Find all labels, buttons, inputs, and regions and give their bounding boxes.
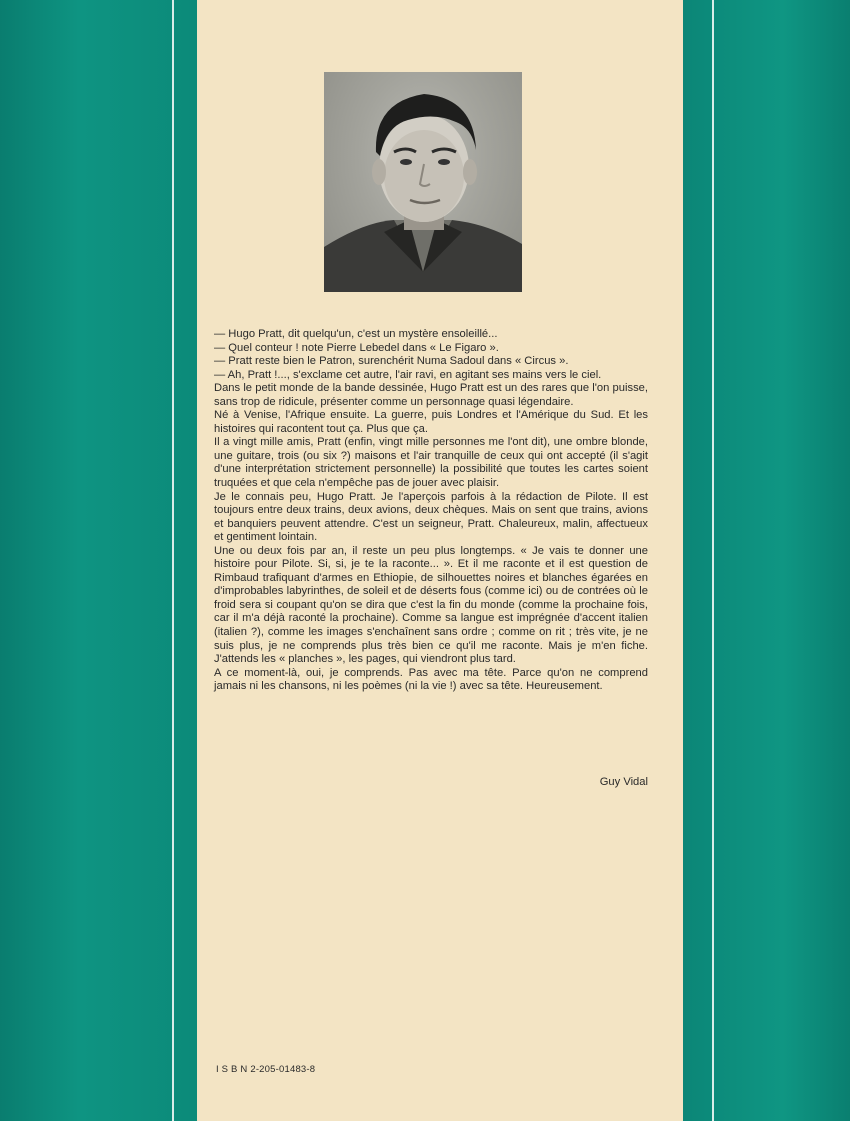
- right-border-line: [712, 0, 714, 1121]
- isbn-number: I S B N 2-205-01483-8: [216, 1064, 316, 1075]
- author-signature: Guy Vidal: [599, 776, 648, 788]
- paragraph: Né à Venise, l'Afrique ensuite. La guerre, puis Londres et l'Amérique du Sud. Et les histoires qui racontent tout ça. Plus que ça.: [214, 409, 648, 435]
- paragraph: A ce moment-là, oui, je comprends. Pas avec ma tête. Parce qu'on ne comprend jamais ni les chansons, ni les poèmes (ni la vie !) avec sa tête. Heureusement.: [214, 666, 648, 693]
- left-teal-band: [0, 0, 197, 1121]
- paragraph: Dans le petit monde de la bande dessinée, Hugo Pratt est un des rares que l'on puisse, sans trop de ridicule, présenter comme un personnage quasi légendaire.: [214, 382, 648, 408]
- paragraph: — Hugo Pratt, dit quelqu'un, c'est un mystère ensoleillé...: [214, 328, 498, 340]
- author-portrait-icon: [324, 72, 522, 292]
- paragraph: Une ou deux fois par an, il reste un peu plus longtemps. « Je vais te donner une histoire pour Pilote. Si, si, je te la raconte... ». Et il me raconte et il est question de Rimbaud trafiquant d'armes en Ethiopie, de silhouettes noires et blanches égarées en d'improbables labyrinthes, de soleil et de déserts fous (comme ici) ou de contrées où le froid sera si coupant qu'on se dira que c'est la fin du monde (comme la prochaine fois, car il m'a déjà raconté la prochaine). Comme sa langue est imprégnée d'accent italien (italien ?), comme les images s'enchaînent sans ordre ; comme on rit ; très vite, je ne suis plus, je ne comprends plus très bien ce qu'il me raconte. Mais je m'en fiche. J'attends les « planches », les pages, qui viendront plus tard.: [214, 544, 648, 666]
- paragraph: — Quel conteur ! note Pierre Lebedel dans « Le Figaro ».: [214, 341, 499, 354]
- paragraph: Je le connais peu, Hugo Pratt. Je l'aperçois parfois à la rédaction de Pilote. Il est toujours entre deux trains, deux avions, deux chèques. Mais on sent que trains, avions et banquiers peuvent attendre. C'est un seigneur, Pratt. Chaleureux, malin, affectueux et gentiment lointain.: [214, 490, 648, 544]
- paragraph: Il a vingt mille amis, Pratt (enfin, vingt mille personnes me l'ont dit), une ombre blonde, une guitare, trois (ou six ?) maisons et l'air tranquille de ceux qui ont accepté (il s'agit d'une interprétation strictement personnelle) la possibilité que toutes les cartes soient truquées et que cela n'empêche pas de jouer avec plaisir.: [214, 436, 648, 490]
- left-border-line: [172, 0, 174, 1121]
- paragraph: — Pratt reste bien le Patron, surenchérit Numa Sadoul dans « Circus ».: [214, 355, 569, 368]
- paragraph: — Ah, Pratt !..., s'exclame cet autre, l'air ravi, en agitant ses mains vers le ciel.: [214, 368, 602, 381]
- right-teal-band: [683, 0, 850, 1121]
- biography-text: [214, 328, 648, 694]
